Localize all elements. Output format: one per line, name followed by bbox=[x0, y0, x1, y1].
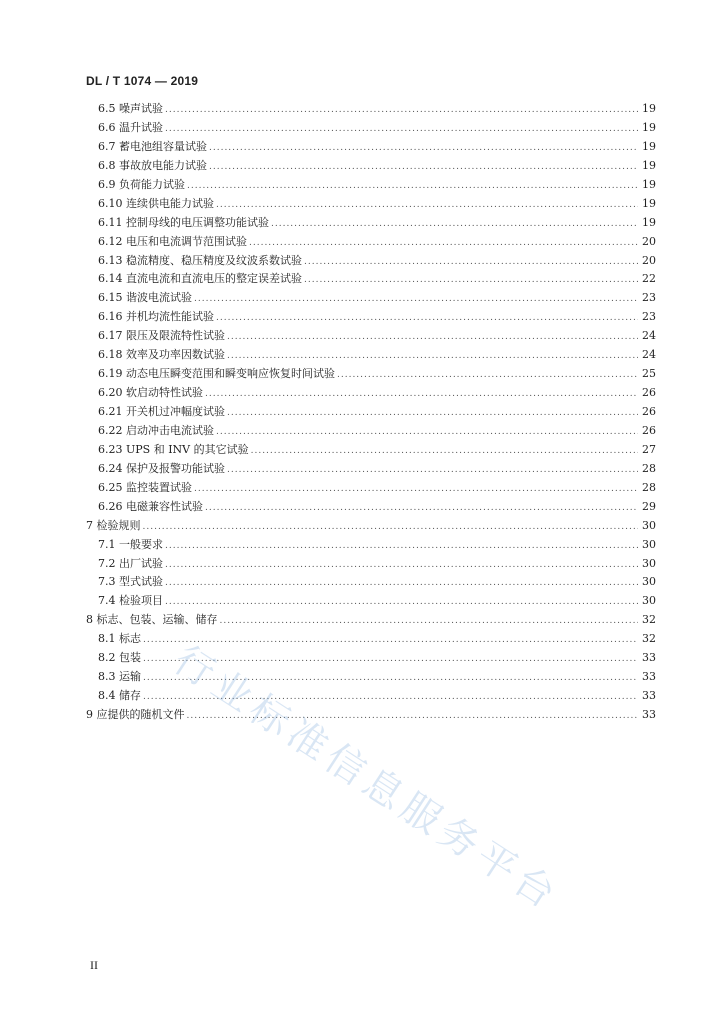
toc-entry-page-number: 19 bbox=[642, 196, 656, 210]
toc-entry-page-number: 25 bbox=[642, 367, 656, 381]
toc-entry-title: 6.16 并机均流性能试验 bbox=[98, 310, 214, 324]
toc-dot-leader bbox=[165, 597, 638, 607]
toc-entry[interactable] bbox=[86, 573, 656, 592]
toc-entry[interactable] bbox=[86, 138, 656, 157]
toc-entry[interactable] bbox=[86, 327, 656, 346]
toc-entry-page-number: 24 bbox=[642, 329, 656, 343]
toc-dot-leader bbox=[209, 143, 638, 153]
toc-entry[interactable] bbox=[86, 668, 656, 687]
toc-dot-leader bbox=[304, 257, 638, 267]
toc-entry-title: 6.15 谐波电流试验 bbox=[98, 291, 192, 305]
toc-entry[interactable] bbox=[86, 233, 656, 252]
toc-entry-page-number: 30 bbox=[642, 575, 656, 589]
toc-dot-leader bbox=[194, 294, 638, 304]
toc-entry-page-number: 32 bbox=[642, 613, 656, 627]
toc-entry[interactable] bbox=[86, 517, 656, 536]
toc-entry[interactable] bbox=[86, 214, 656, 233]
toc-entry-title: 6.9 负荷能力试验 bbox=[98, 177, 185, 191]
toc-dot-leader bbox=[205, 503, 638, 513]
toc-entry-page-number: 30 bbox=[642, 518, 656, 532]
toc-entry-title: 6.6 温升试验 bbox=[98, 120, 163, 134]
toc-dot-leader bbox=[227, 408, 638, 418]
watermark-text: 行业标准信息服务平台 bbox=[165, 637, 568, 921]
toc-entry[interactable] bbox=[86, 403, 656, 422]
toc-entry-title: 6.12 电压和电流调节范围试验 bbox=[98, 234, 247, 248]
document-code-header: DL / T 1074 — 2019 bbox=[86, 74, 199, 88]
toc-entry-title: 7.3 型式试验 bbox=[98, 575, 163, 589]
toc-entry-page-number: 20 bbox=[642, 234, 656, 248]
toc-entry-page-number: 32 bbox=[642, 632, 656, 646]
toc-entry[interactable] bbox=[86, 460, 656, 479]
toc-entry[interactable] bbox=[86, 479, 656, 498]
toc-entry[interactable] bbox=[86, 308, 656, 327]
toc-entry-page-number: 28 bbox=[642, 461, 656, 475]
toc-entry-page-number: 33 bbox=[642, 708, 656, 721]
toc-entry-title: 6.26 电磁兼容性试验 bbox=[98, 499, 203, 513]
toc-entry-page-number: 33 bbox=[642, 689, 656, 703]
toc-entry-title: 6.20 软启动特性试验 bbox=[98, 386, 203, 400]
toc-entry-page-number: 22 bbox=[642, 272, 656, 286]
toc-dot-leader bbox=[304, 275, 638, 285]
toc-entry[interactable] bbox=[86, 100, 656, 119]
toc-entry-page-number: 26 bbox=[642, 386, 656, 400]
toc-dot-leader bbox=[143, 635, 638, 645]
toc-dot-leader bbox=[143, 673, 638, 683]
toc-dot-leader bbox=[165, 541, 638, 551]
toc-entry-title: 6.22 启动冲击电流试验 bbox=[98, 423, 214, 437]
toc-entry-page-number: 30 bbox=[642, 556, 656, 570]
toc-dot-leader bbox=[165, 124, 638, 134]
toc-entry-title: 8.1 标志 bbox=[98, 632, 141, 646]
toc-dot-leader bbox=[143, 522, 639, 532]
toc-entry-page-number: 33 bbox=[642, 670, 656, 684]
toc-entry-page-number: 28 bbox=[642, 480, 656, 494]
toc-entry-page-number: 24 bbox=[642, 348, 656, 362]
toc-dot-leader bbox=[227, 351, 638, 361]
toc-entry-title: 8.4 储存 bbox=[98, 689, 141, 703]
toc-entry-title: 6.14 直流电流和直流电压的整定误差试验 bbox=[98, 272, 302, 286]
toc-dot-leader bbox=[143, 692, 638, 702]
toc-entry-title: 6.21 开关机过冲幅度试验 bbox=[98, 405, 225, 418]
toc-entry[interactable] bbox=[86, 119, 656, 138]
toc-entry[interactable] bbox=[86, 555, 656, 574]
toc-entry-page-number: 19 bbox=[642, 139, 656, 153]
toc-dot-leader bbox=[337, 370, 638, 380]
toc-entry-title: 7.1 一般要求 bbox=[98, 537, 163, 551]
toc-entry[interactable] bbox=[86, 630, 656, 649]
toc-entry-title: 6.13 稳流精度、稳压精度及纹波系数试验 bbox=[98, 253, 302, 267]
toc-entry-title: 6.23 UPS 和 INV 的其它试验 bbox=[98, 442, 249, 456]
toc-dot-leader bbox=[227, 332, 638, 342]
page-number: II bbox=[90, 958, 98, 972]
toc-dot-leader bbox=[216, 313, 638, 323]
toc-entry[interactable] bbox=[86, 649, 656, 668]
toc-entry-title: 6.11 控制母线的电压调整功能试验 bbox=[98, 215, 269, 229]
toc-entry-title: 8.2 包装 bbox=[98, 651, 141, 665]
toc-dot-leader bbox=[187, 181, 638, 191]
toc-entry-page-number: 20 bbox=[642, 253, 656, 267]
toc-dot-leader bbox=[227, 465, 638, 475]
toc-entry-page-number: 29 bbox=[642, 499, 656, 513]
toc-entry[interactable] bbox=[86, 289, 656, 308]
toc-entry[interactable] bbox=[86, 706, 656, 725]
toc-dot-leader bbox=[216, 200, 638, 210]
toc-entry-page-number: 26 bbox=[642, 423, 656, 437]
toc-dot-leader bbox=[194, 484, 638, 494]
toc-entry-page-number: 23 bbox=[642, 291, 656, 305]
toc-entry-title: 7 检验规则 bbox=[86, 518, 141, 532]
toc-entry-page-number: 19 bbox=[642, 177, 656, 191]
toc-dot-leader bbox=[187, 711, 639, 721]
toc-dot-leader bbox=[165, 560, 638, 570]
toc-dot-leader bbox=[209, 162, 638, 172]
toc-dot-leader bbox=[216, 427, 638, 437]
toc-entry[interactable] bbox=[86, 422, 656, 441]
toc-entry-title: 9 应提供的随机文件 bbox=[86, 708, 185, 721]
toc-entry[interactable] bbox=[86, 687, 656, 706]
toc-entry[interactable] bbox=[86, 346, 656, 365]
toc-entry-page-number: 19 bbox=[642, 215, 656, 229]
toc-entry[interactable] bbox=[86, 384, 656, 403]
toc-entry-title: 6.5 噪声试验 bbox=[98, 102, 163, 115]
toc-entry[interactable] bbox=[86, 441, 656, 460]
toc-entry[interactable] bbox=[86, 270, 656, 289]
toc-dot-leader bbox=[220, 616, 639, 626]
toc-entry[interactable] bbox=[86, 157, 656, 176]
toc-entry-title: 8.3 运输 bbox=[98, 670, 141, 684]
toc-entry[interactable] bbox=[86, 536, 656, 555]
toc-entry-page-number: 19 bbox=[642, 120, 656, 134]
toc-entry[interactable] bbox=[86, 498, 656, 517]
toc-entry[interactable] bbox=[86, 195, 656, 214]
table-of-contents bbox=[86, 100, 656, 725]
toc-entry-page-number: 19 bbox=[642, 158, 656, 172]
toc-dot-leader bbox=[165, 105, 638, 115]
toc-dot-leader bbox=[143, 654, 638, 664]
toc-entry[interactable] bbox=[86, 252, 656, 271]
toc-dot-leader bbox=[205, 389, 638, 399]
toc-entry-title: 6.18 效率及功率因数试验 bbox=[98, 348, 225, 362]
toc-entry-title: 6.24 保护及报警功能试验 bbox=[98, 461, 225, 475]
toc-entry-page-number: 30 bbox=[642, 537, 656, 551]
toc-entry[interactable] bbox=[86, 365, 656, 384]
toc-entry-title: 7.4 检验项目 bbox=[98, 594, 163, 608]
toc-dot-leader bbox=[251, 446, 638, 456]
toc-entry-title: 6.7 蓄电池组容量试验 bbox=[98, 139, 207, 153]
toc-dot-leader bbox=[271, 219, 638, 229]
toc-entry-page-number: 23 bbox=[642, 310, 656, 324]
toc-dot-leader bbox=[165, 578, 638, 588]
toc-entry-title: 6.25 监控装置试验 bbox=[98, 480, 192, 494]
toc-entry[interactable] bbox=[86, 592, 656, 611]
toc-entry-page-number: 19 bbox=[642, 102, 656, 115]
toc-entry-page-number: 33 bbox=[642, 651, 656, 665]
toc-entry-page-number: 26 bbox=[642, 405, 656, 418]
toc-entry-title: 6.10 连续供电能力试验 bbox=[98, 196, 214, 210]
toc-entry-title: 6.19 动态电压瞬变范围和瞬变响应恢复时间试验 bbox=[98, 367, 335, 381]
toc-entry-title: 6.17 限压及限流特性试验 bbox=[98, 329, 225, 343]
toc-entry[interactable] bbox=[86, 176, 656, 195]
toc-entry-page-number: 30 bbox=[642, 594, 656, 608]
toc-entry-title: 6.8 事故放电能力试验 bbox=[98, 158, 207, 172]
toc-entry-title: 7.2 出厂试验 bbox=[98, 556, 163, 570]
toc-entry-page-number: 27 bbox=[642, 442, 656, 456]
toc-entry[interactable] bbox=[86, 611, 656, 630]
toc-entry-title: 8 标志、包装、运输、储存 bbox=[86, 613, 218, 627]
toc-dot-leader bbox=[249, 238, 638, 248]
